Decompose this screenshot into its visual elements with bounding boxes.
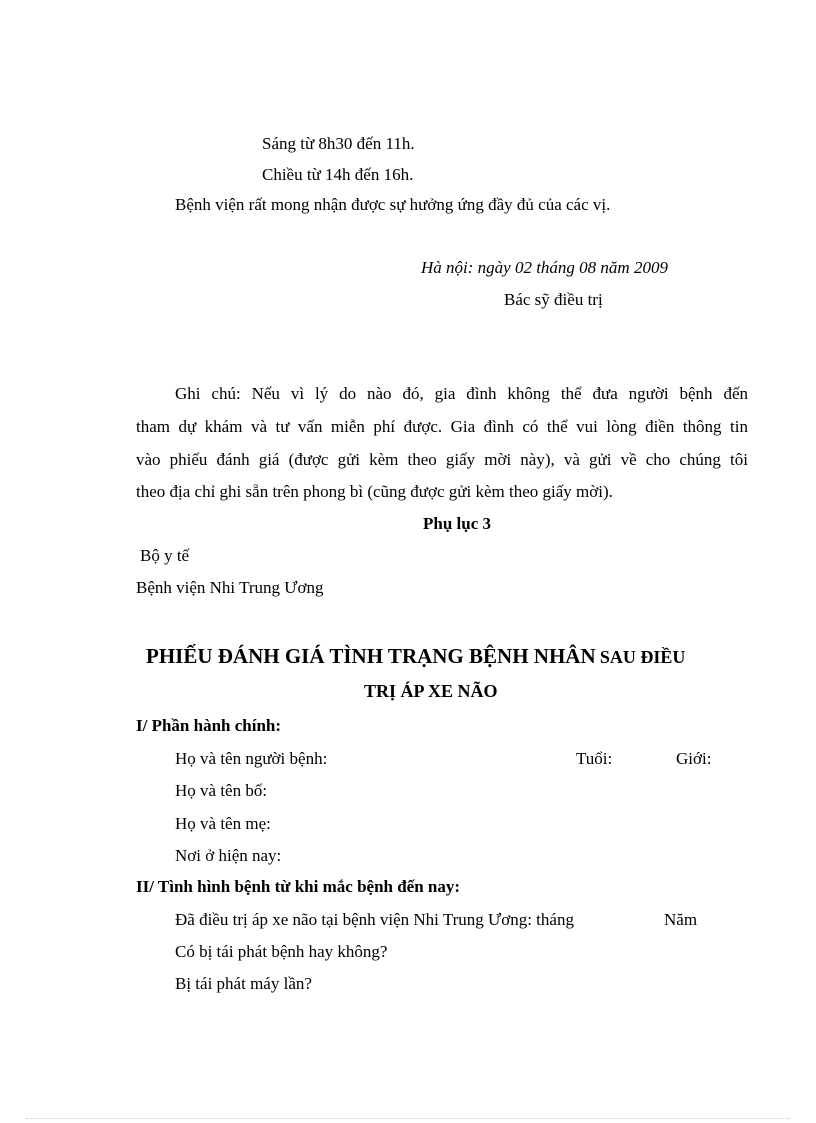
schedule-morning: Sáng từ 8h30 đến 11h.: [262, 134, 415, 153]
form-title-part-2: SAU ĐIỀU: [599, 647, 686, 667]
relapse-question: Có bị tái phát bệnh hay không?: [175, 942, 388, 961]
note-line-2: tham dự khám và tư vấn miễn phí được. Gia đình có thể vui lòng điền thông tin: [136, 417, 748, 436]
note-line-3: vào phiếu đánh giá (được gửi kèm theo giấy mời này), và gửi về cho chúng tôi: [136, 450, 748, 469]
form-title-line-1: [146, 644, 685, 670]
section-1-heading: I/ Phần hành chính:: [136, 716, 282, 735]
closing-remark: Bệnh viện rất mong nhận được sự hưởng ứng đầy đủ của các vị.: [175, 195, 611, 214]
signature-date: Hà nội: ngày 02 tháng 08 năm 2009: [421, 258, 668, 277]
relapse-count-question: Bị tái phát máy lần?: [175, 974, 312, 993]
note-line-1: Ghi chú: Nếu vì lý do nào đó, gia đình không thể đưa người bệnh đến: [175, 384, 748, 403]
gender-label: Giới:: [676, 749, 712, 768]
form-title-line-2: TRỊ ÁP XE NÃO: [364, 681, 498, 701]
form-title-part-1: PHIẾU ĐÁNH GIÁ TÌNH TRẠNG BỆNH NHÂN: [146, 644, 596, 668]
treated-label: Đã điều trị áp xe não tại bệnh viện Nhi Trung Ương: tháng: [175, 910, 574, 929]
note-line-4: theo địa chỉ ghi sẵn trên phong bì (cũng được gửi kèm theo giấy mời).: [136, 482, 613, 501]
section-2-heading: II/ Tình hình bệnh từ khi mắc bệnh đến nay:: [136, 877, 461, 896]
signature-signer: Bác sỹ điều trị: [504, 290, 603, 309]
page-bottom-rule: [26, 1118, 790, 1119]
father-label: Họ và tên bố:: [175, 781, 268, 800]
appendix-heading: Phụ lục 3: [423, 514, 492, 533]
ministry-name: Bộ y tế: [140, 546, 190, 565]
address-label: Nơi ở hiện nay:: [175, 846, 282, 865]
hospital-name: Bệnh viện Nhi Trung Ương: [136, 578, 324, 597]
age-label: Tuổi:: [576, 749, 613, 768]
mother-label: Họ và tên mẹ:: [175, 814, 271, 833]
schedule-afternoon: Chiều từ 14h đến 16h.: [262, 165, 414, 184]
patient-name-label: Họ và tên người bệnh:: [175, 749, 328, 768]
year-label: Năm: [664, 910, 698, 929]
